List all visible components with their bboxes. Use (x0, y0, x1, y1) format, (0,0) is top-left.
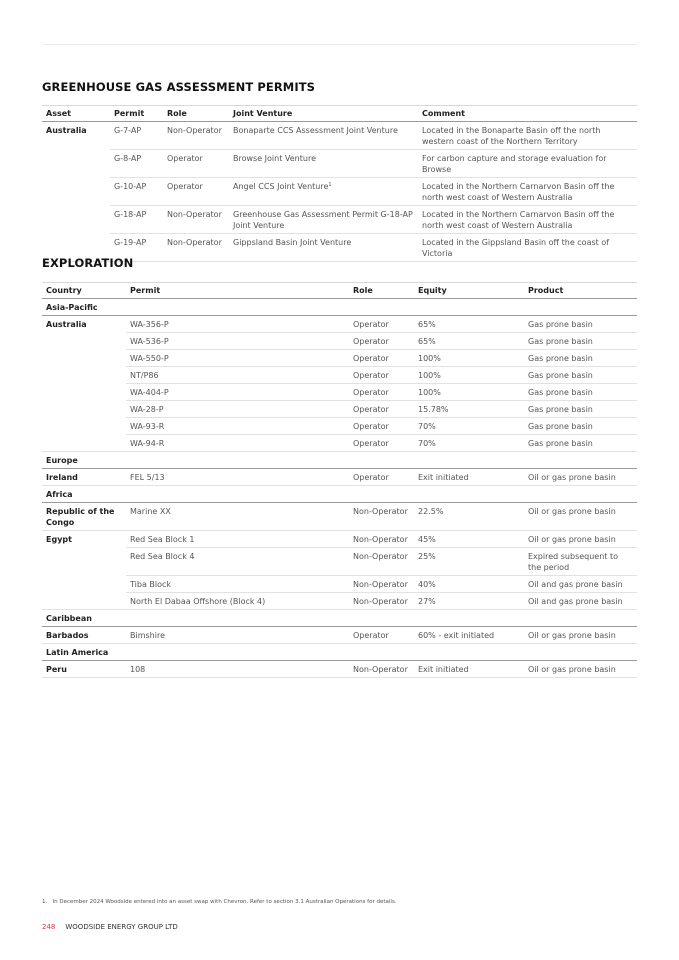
ghg-joint-venture-cell (229, 178, 418, 206)
ghg-header-joint-venture: Joint Venture (229, 106, 418, 122)
equity-cell: 70% (414, 435, 524, 452)
permit-row (42, 435, 637, 452)
role-cell: Operator (349, 435, 414, 452)
permit-row (42, 333, 637, 350)
ghg-comment-cell: Located in the Northern Carnarvon Basin off the north west coast of Western Australia (418, 206, 637, 234)
equity-cell: 60% - exit initiated (414, 627, 524, 644)
product-cell: Oil or gas prone basin (524, 469, 637, 486)
product-cell: Oil and gas prone basin (524, 593, 637, 610)
company-name: WOODSIDE ENERGY GROUP LTD (65, 923, 178, 931)
ghg-row (42, 150, 637, 178)
product-cell: Gas prone basin (524, 401, 637, 418)
region-name: Latin America (42, 644, 637, 661)
permit-row (42, 469, 637, 486)
permit-row (42, 531, 637, 548)
role-cell: Operator (349, 333, 414, 350)
permit-row (42, 576, 637, 593)
product-cell: Oil and gas prone basin (524, 576, 637, 593)
exploration-header-product: Product (524, 283, 637, 299)
ghg-permit-cell: G-10-AP (110, 178, 163, 206)
ghg-comment-cell: Located in the Northern Carnarvon Basin off the north west coast of Western Australia (418, 178, 637, 206)
role-cell: Operator (349, 384, 414, 401)
role-cell: Non-Operator (349, 503, 414, 531)
permit-row (42, 661, 637, 678)
permit-row (42, 384, 637, 401)
region-name: Europe (42, 452, 637, 469)
role-cell: Non-Operator (349, 531, 414, 548)
permit-cell: Red Sea Block 4 (126, 548, 349, 576)
country-cell: Peru (42, 661, 126, 678)
footnote: 1. In December 2024 Woodside entered into an asset swap with Chevron. Refer to section 3.1 Australian Operations for details. (42, 899, 397, 905)
ghg-permit-cell: G-18-AP (110, 206, 163, 234)
equity-cell: 100% (414, 350, 524, 367)
ghg-asset-cell: Australia (42, 122, 110, 262)
exploration-header-permit: Permit (126, 283, 349, 299)
permit-cell: WA-28-P (126, 401, 349, 418)
exploration-header-equity: Equity (414, 283, 524, 299)
ghg-header-row (42, 106, 637, 122)
equity-cell: 45% (414, 531, 524, 548)
ghg-header-permit: Permit (110, 106, 163, 122)
equity-cell: 100% (414, 367, 524, 384)
exploration-table (42, 282, 637, 678)
equity-cell: Exit initiated (414, 661, 524, 678)
ghg-permits-table (42, 105, 637, 262)
role-cell: Operator (349, 401, 414, 418)
ghg-header-asset: Asset (42, 106, 110, 122)
ghg-role-cell: Non-Operator (163, 234, 229, 262)
permit-row (42, 316, 637, 333)
region-row (42, 299, 637, 316)
role-cell: Operator (349, 627, 414, 644)
equity-cell: 100% (414, 384, 524, 401)
permit-row (42, 627, 637, 644)
permit-cell: Marine XX (126, 503, 349, 531)
permit-cell: WA-550-P (126, 350, 349, 367)
equity-cell: 27% (414, 593, 524, 610)
exploration-header-role: Role (349, 283, 414, 299)
country-cell: Ireland (42, 469, 126, 486)
role-cell: Non-Operator (349, 593, 414, 610)
product-cell: Oil or gas prone basin (524, 531, 637, 548)
ghg-joint-venture-text: Gippsland Basin Joint Venture (233, 238, 352, 247)
footnote-marker: 1 (328, 182, 332, 188)
country-cell: Barbados (42, 627, 126, 644)
ghg-row (42, 178, 637, 206)
ghg-row (42, 206, 637, 234)
region-row (42, 486, 637, 503)
ghg-role-cell: Operator (163, 178, 229, 206)
region-name: Africa (42, 486, 637, 503)
permit-cell: Tiba Block (126, 576, 349, 593)
permit-cell: Red Sea Block 1 (126, 531, 349, 548)
product-cell: Oil or gas prone basin (524, 661, 637, 678)
country-cell: Australia (42, 316, 126, 452)
ghg-header-role: Role (163, 106, 229, 122)
page-footer (42, 923, 178, 931)
ghg-joint-venture-cell (229, 206, 418, 234)
role-cell: Operator (349, 367, 414, 384)
exploration-section-title: EXPLORATION (42, 256, 134, 270)
product-cell: Oil or gas prone basin (524, 627, 637, 644)
ghg-permit-cell: G-7-AP (110, 122, 163, 150)
ghg-comment-cell: Located in the Bonaparte Basin off the north western coast of the Northern Territory (418, 122, 637, 150)
region-row (42, 610, 637, 627)
permit-row (42, 503, 637, 531)
role-cell: Operator (349, 350, 414, 367)
role-cell: Operator (349, 316, 414, 333)
country-cell: Republic of the Congo (42, 503, 126, 531)
region-name: Asia-Pacific (42, 299, 637, 316)
ghg-joint-venture-text: Bonaparte CCS Assessment Joint Venture (233, 126, 398, 135)
permit-row (42, 350, 637, 367)
permit-cell: WA-94-R (126, 435, 349, 452)
permit-row (42, 593, 637, 610)
ghg-section-title: GREENHOUSE GAS ASSESSMENT PERMITS (42, 80, 316, 94)
ghg-permit-cell: G-19-AP (110, 234, 163, 262)
ghg-joint-venture-text: Greenhouse Gas Assessment Permit G-18-AP Joint Venture (233, 210, 413, 230)
product-cell: Expired subsequent to the period (524, 548, 637, 576)
equity-cell: 22.5% (414, 503, 524, 531)
permit-row (42, 367, 637, 384)
region-name: Caribbean (42, 610, 637, 627)
role-cell: Operator (349, 469, 414, 486)
product-cell: Gas prone basin (524, 367, 637, 384)
region-row (42, 644, 637, 661)
permit-cell: North El Dabaa Offshore (Block 4) (126, 593, 349, 610)
region-row (42, 452, 637, 469)
permit-cell: WA-404-P (126, 384, 349, 401)
ghg-joint-venture-cell (229, 122, 418, 150)
permit-cell: FEL 5/13 (126, 469, 349, 486)
ghg-comment-cell: For carbon capture and storage evaluation for Browse (418, 150, 637, 178)
permit-row (42, 401, 637, 418)
equity-cell: 25% (414, 548, 524, 576)
ghg-role-cell: Operator (163, 150, 229, 178)
product-cell: Gas prone basin (524, 333, 637, 350)
role-cell: Non-Operator (349, 548, 414, 576)
ghg-joint-venture-cell (229, 234, 418, 262)
permit-cell: WA-356-P (126, 316, 349, 333)
product-cell: Gas prone basin (524, 350, 637, 367)
product-cell: Gas prone basin (524, 418, 637, 435)
country-cell: Egypt (42, 531, 126, 610)
permit-cell: Bimshire (126, 627, 349, 644)
role-cell: Operator (349, 418, 414, 435)
product-cell: Gas prone basin (524, 384, 637, 401)
ghg-header-comment: Comment (418, 106, 637, 122)
permit-cell: 108 (126, 661, 349, 678)
ghg-permit-cell: G-8-AP (110, 150, 163, 178)
equity-cell: 15.78% (414, 401, 524, 418)
product-cell: Oil or gas prone basin (524, 503, 637, 531)
permit-cell: WA-93-R (126, 418, 349, 435)
permit-row (42, 418, 637, 435)
permit-cell: WA-536-P (126, 333, 349, 350)
ghg-role-cell: Non-Operator (163, 206, 229, 234)
top-rule (42, 44, 637, 45)
page-number: 248 (42, 923, 56, 931)
exploration-header-row (42, 283, 637, 299)
equity-cell: Exit initiated (414, 469, 524, 486)
ghg-joint-venture-text: Angel CCS Joint Venture (233, 182, 329, 191)
ghg-row (42, 122, 637, 150)
equity-cell: 65% (414, 333, 524, 350)
permit-row (42, 548, 637, 576)
role-cell: Non-Operator (349, 576, 414, 593)
ghg-role-cell: Non-Operator (163, 122, 229, 150)
exploration-header-country: Country (42, 283, 126, 299)
product-cell: Gas prone basin (524, 435, 637, 452)
ghg-joint-venture-text: Browse Joint Venture (233, 154, 316, 163)
equity-cell: 40% (414, 576, 524, 593)
permit-cell: NT/P86 (126, 367, 349, 384)
ghg-comment-cell: Located in the Gippsland Basin off the coast of Victoria (418, 234, 637, 262)
role-cell: Non-Operator (349, 661, 414, 678)
product-cell: Gas prone basin (524, 316, 637, 333)
ghg-joint-venture-cell (229, 150, 418, 178)
equity-cell: 70% (414, 418, 524, 435)
equity-cell: 65% (414, 316, 524, 333)
